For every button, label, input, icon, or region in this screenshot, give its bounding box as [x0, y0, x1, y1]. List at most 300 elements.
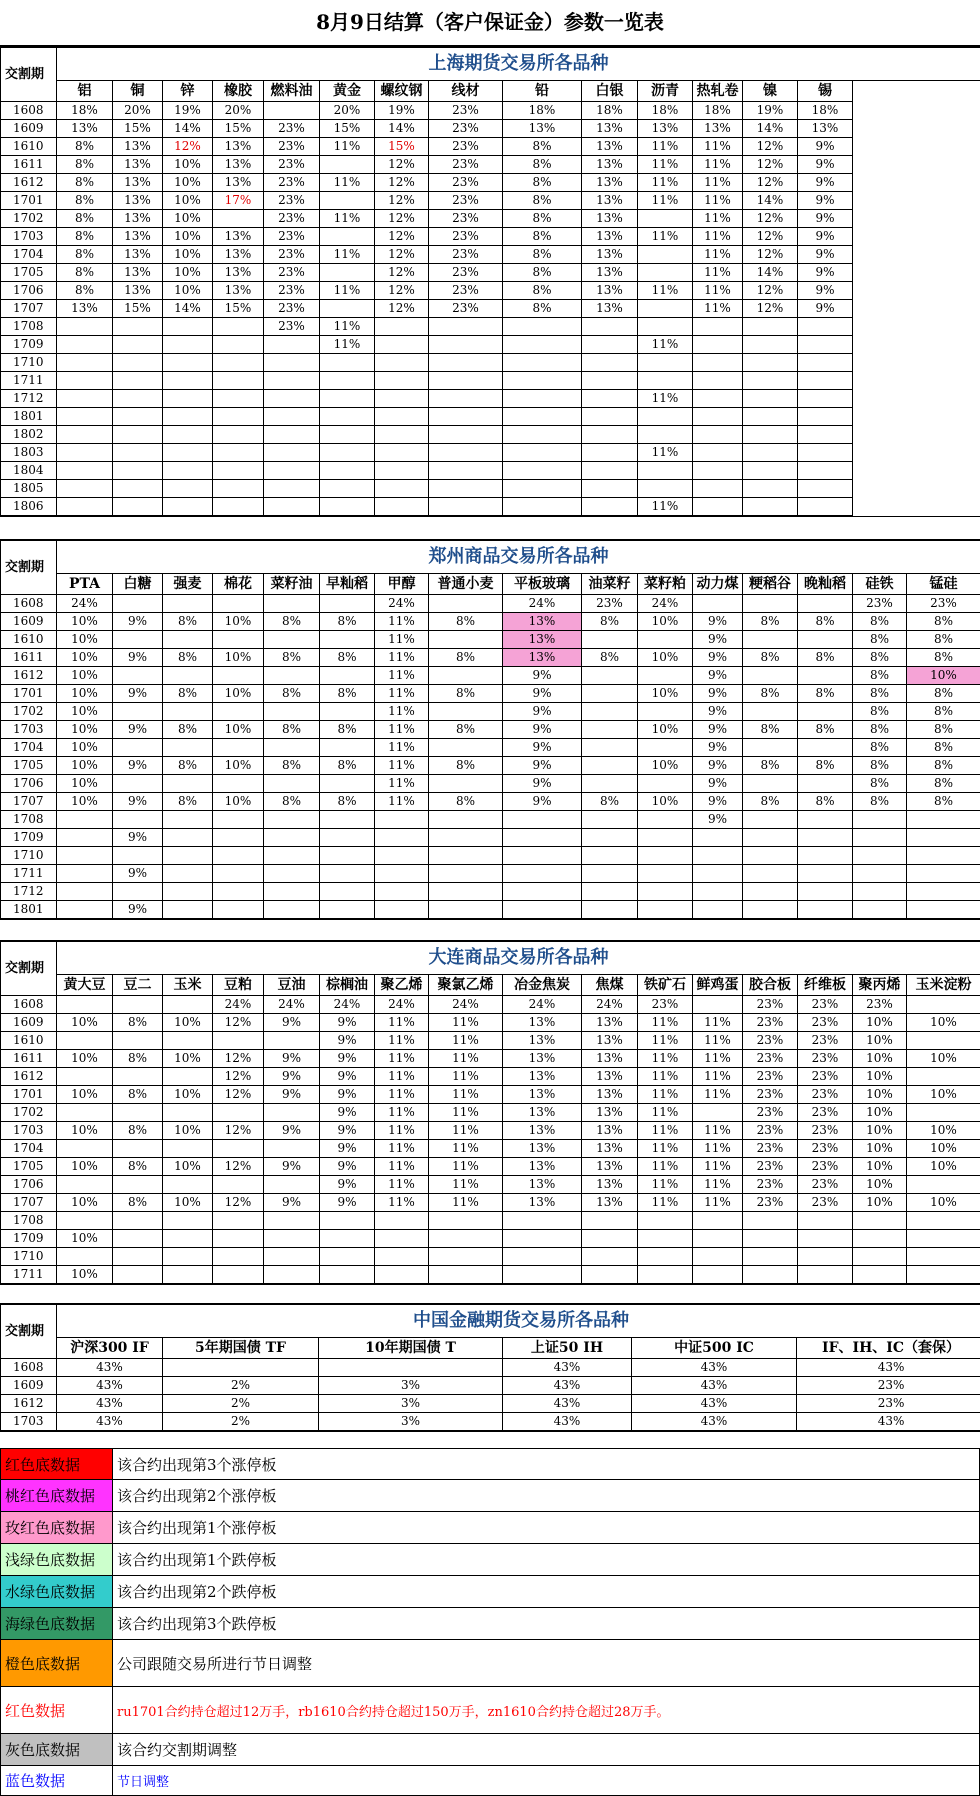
margin-cell: 20% [320, 102, 375, 120]
margin-cell [320, 1248, 375, 1266]
table-row [1, 847, 980, 865]
margin-cell: 10% [853, 1104, 907, 1122]
margin-cell: 14% [163, 300, 213, 318]
legend-row [1, 1544, 980, 1576]
table-row [1, 264, 980, 282]
margin-cell: 23% [582, 595, 638, 613]
margin-cell: 9% [264, 1068, 320, 1086]
margin-cell: 10% [163, 1014, 213, 1032]
legend-key: 红色数据 [1, 1687, 113, 1734]
margin-cell: 23% [798, 1086, 853, 1104]
margin-cell [320, 847, 375, 865]
margin-cell [582, 847, 638, 865]
margin-cell [429, 1230, 503, 1248]
margin-cell [798, 1212, 853, 1230]
legend-desc: 公司跟随交易所进行节日调整 [113, 1640, 980, 1687]
margin-cell: 13% [582, 1086, 638, 1104]
margin-cell [693, 372, 743, 390]
margin-cell: 9% [113, 865, 163, 883]
margin-cell [798, 901, 853, 919]
column-header: 鲜鸡蛋 [693, 975, 743, 996]
margin-cell [264, 354, 320, 372]
margin-cell: 11% [320, 282, 375, 300]
margin-cell [163, 1266, 213, 1284]
period-cell: 1710 [1, 1248, 57, 1266]
margin-cell: 23% [264, 300, 320, 318]
margin-cell: 8% [907, 631, 980, 649]
margin-cell: 11% [320, 318, 375, 336]
legend-key: 桃红色底数据 [1, 1480, 113, 1512]
margin-cell: 11% [638, 1122, 693, 1140]
margin-cell: 15% [375, 138, 429, 156]
margin-cell [907, 1230, 980, 1248]
margin-cell [429, 667, 503, 685]
margin-cell [163, 1212, 213, 1230]
margin-cell: 13% [503, 1194, 582, 1212]
period-cell: 1609 [1, 1377, 57, 1395]
column-header: 胶合板 [743, 975, 798, 996]
margin-cell: 13% [582, 1122, 638, 1140]
margin-cell: 11% [638, 1104, 693, 1122]
margin-cell [320, 1266, 375, 1284]
margin-cell [693, 1104, 743, 1122]
column-header: 纤维板 [798, 975, 853, 996]
margin-cell: 13% [113, 246, 163, 264]
margin-cell [375, 444, 429, 462]
margin-cell: 11% [375, 613, 429, 631]
margin-cell: 11% [693, 300, 743, 318]
margin-cell [743, 480, 798, 498]
margin-cell: 24% [213, 996, 264, 1014]
blank-cell [853, 318, 980, 336]
table-row [1, 228, 980, 246]
margin-cell [113, 426, 163, 444]
margin-cell [503, 498, 582, 516]
margin-cell: 11% [693, 1032, 743, 1050]
margin-cell: 43% [57, 1413, 163, 1431]
margin-cell [163, 739, 213, 757]
blank-cell [853, 174, 980, 192]
margin-cell [582, 703, 638, 721]
blank-cell [853, 102, 980, 120]
margin-cell: 11% [429, 1176, 503, 1194]
margin-cell: 13% [113, 210, 163, 228]
margin-cell [163, 1140, 213, 1158]
margin-cell: 23% [743, 1158, 798, 1176]
margin-cell [375, 811, 429, 829]
margin-cell: 11% [375, 1086, 429, 1104]
margin-cell: 9% [320, 1122, 375, 1140]
blank-cell [853, 498, 980, 516]
table-row [1, 1176, 980, 1194]
margin-cell [853, 883, 907, 901]
margin-cell: 11% [693, 138, 743, 156]
margin-cell [638, 480, 693, 498]
margin-cell: 23% [264, 210, 320, 228]
margin-cell: 9% [264, 1086, 320, 1104]
margin-cell: 12% [375, 246, 429, 264]
margin-cell: 24% [582, 996, 638, 1014]
column-header: 动力煤 [693, 574, 743, 595]
margin-cell [429, 498, 503, 516]
margin-cell: 43% [57, 1359, 163, 1377]
table-row [1, 1032, 980, 1050]
margin-cell [798, 498, 853, 516]
margin-cell: 11% [375, 1194, 429, 1212]
table-row [1, 811, 980, 829]
margin-cell [113, 354, 163, 372]
margin-cell: 8% [503, 282, 582, 300]
table-row [1, 685, 980, 703]
margin-cell: 12% [743, 300, 798, 318]
period-cell: 1701 [1, 192, 57, 210]
margin-cell: 23% [798, 996, 853, 1014]
legend-row [1, 1512, 980, 1544]
margin-cell [57, 829, 113, 847]
table-row [1, 282, 980, 300]
margin-cell [163, 1032, 213, 1050]
table-row [1, 703, 980, 721]
margin-cell [853, 811, 907, 829]
margin-cell: 8% [264, 793, 320, 811]
table-row [1, 480, 980, 498]
margin-cell: 8% [907, 739, 980, 757]
period-cell: 1612 [1, 174, 57, 192]
margin-cell [163, 390, 213, 408]
legend-key: 灰色底数据 [1, 1734, 113, 1766]
period-cell: 1704 [1, 1140, 57, 1158]
margin-cell: 11% [693, 282, 743, 300]
period-cell: 1708 [1, 1212, 57, 1230]
margin-cell: 9% [320, 1176, 375, 1194]
margin-cell: 8% [113, 1158, 163, 1176]
margin-cell: 13% [582, 246, 638, 264]
margin-cell [213, 631, 264, 649]
margin-cell [638, 901, 693, 919]
blank-cell [853, 282, 980, 300]
margin-cell: 8% [853, 613, 907, 631]
margin-cell: 12% [213, 1050, 264, 1068]
margin-cell [163, 372, 213, 390]
period-cell: 1703 [1, 228, 57, 246]
margin-cell: 12% [213, 1122, 264, 1140]
margin-cell: 23% [264, 282, 320, 300]
margin-cell [375, 829, 429, 847]
margin-cell: 9% [798, 264, 853, 282]
margin-cell [638, 372, 693, 390]
margin-cell: 10% [163, 192, 213, 210]
margin-cell: 10% [907, 1158, 980, 1176]
margin-cell: 11% [375, 739, 429, 757]
margin-cell: 8% [264, 685, 320, 703]
margin-cell: 8% [582, 613, 638, 631]
margin-cell: 10% [163, 1158, 213, 1176]
margin-cell [264, 1140, 320, 1158]
margin-cell: 11% [693, 192, 743, 210]
margin-cell: 24% [503, 595, 582, 613]
margin-cell: 10% [853, 1014, 907, 1032]
margin-cell [213, 739, 264, 757]
margin-cell: 10% [57, 1194, 113, 1212]
margin-cell [213, 1032, 264, 1050]
margin-cell: 13% [582, 264, 638, 282]
margin-cell: 8% [907, 775, 980, 793]
margin-cell: 8% [743, 685, 798, 703]
margin-cell: 10% [57, 1230, 113, 1248]
margin-cell: 11% [693, 1014, 743, 1032]
margin-cell: 23% [743, 1194, 798, 1212]
margin-cell: 8% [264, 649, 320, 667]
margin-cell [264, 1104, 320, 1122]
margin-cell [429, 372, 503, 390]
period-cell: 1801 [1, 901, 57, 919]
margin-cell [264, 775, 320, 793]
section-gap [0, 1285, 980, 1303]
margin-cell [57, 1068, 113, 1086]
margin-cell: 10% [57, 1122, 113, 1140]
margin-cell: 11% [638, 156, 693, 174]
margin-cell: 10% [57, 1050, 113, 1068]
column-header: 锌 [163, 81, 213, 102]
margin-cell [213, 498, 264, 516]
margin-cell [320, 498, 375, 516]
margin-cell: 13% [213, 174, 264, 192]
margin-cell: 11% [375, 685, 429, 703]
margin-cell [798, 1230, 853, 1248]
margin-cell [163, 498, 213, 516]
table-row [1, 498, 980, 516]
table-row [1, 102, 980, 120]
margin-cell: 9% [693, 631, 743, 649]
column-header: 油菜籽 [582, 574, 638, 595]
margin-cell: 9% [503, 793, 582, 811]
margin-cell: 23% [798, 1068, 853, 1086]
margin-cell: 10% [57, 649, 113, 667]
blank-cell [853, 480, 980, 498]
table-row [1, 829, 980, 847]
margin-cell [853, 1266, 907, 1284]
legend-key: 海绿色底数据 [1, 1608, 113, 1640]
margin-cell: 13% [503, 1158, 582, 1176]
margin-cell: 23% [798, 1122, 853, 1140]
legend-row [1, 1576, 980, 1608]
table-row [1, 1194, 980, 1212]
margin-cell [213, 865, 264, 883]
margin-cell [264, 1230, 320, 1248]
margin-cell: 2% [163, 1395, 319, 1413]
margin-cell: 18% [503, 102, 582, 120]
table-row [1, 1104, 980, 1122]
margin-cell: 9% [798, 156, 853, 174]
margin-cell: 23% [429, 246, 503, 264]
margin-cell: 24% [638, 595, 693, 613]
column-header-row [1, 574, 980, 595]
margin-cell: 23% [638, 996, 693, 1014]
margin-cell [429, 318, 503, 336]
column-header: 普通小麦 [429, 574, 503, 595]
margin-cell [429, 739, 503, 757]
margin-cell [320, 300, 375, 318]
margin-cell: 13% [582, 300, 638, 318]
margin-cell [743, 703, 798, 721]
margin-cell [57, 444, 113, 462]
table-row [1, 667, 980, 685]
margin-cell: 8% [429, 685, 503, 703]
margin-cell: 9% [113, 829, 163, 847]
margin-cell: 12% [375, 174, 429, 192]
margin-cell [907, 1032, 980, 1050]
margin-cell [743, 372, 798, 390]
margin-cell: 13% [503, 1104, 582, 1122]
margin-cell: 8% [907, 793, 980, 811]
margin-cell [264, 811, 320, 829]
margin-cell [429, 631, 503, 649]
margin-cell: 13% [582, 156, 638, 174]
margin-cell [693, 462, 743, 480]
margin-cell: 8% [503, 246, 582, 264]
margin-cell: 8% [503, 228, 582, 246]
margin-cell: 11% [638, 174, 693, 192]
margin-cell [113, 883, 163, 901]
period-cell: 1610 [1, 138, 57, 156]
margin-cell [264, 1248, 320, 1266]
margin-cell [582, 408, 638, 426]
margin-cell: 23% [743, 1014, 798, 1032]
margin-cell: 12% [375, 228, 429, 246]
margin-cell [429, 1266, 503, 1284]
margin-cell [57, 901, 113, 919]
period-cell: 1706 [1, 282, 57, 300]
margin-cell [213, 829, 264, 847]
margin-cell: 10% [57, 775, 113, 793]
margin-cell [503, 1248, 582, 1266]
margin-cell [503, 336, 582, 354]
table-row [1, 631, 980, 649]
margin-cell [264, 408, 320, 426]
margin-cell: 13% [582, 1140, 638, 1158]
margin-cell: 8% [429, 757, 503, 775]
margin-cell: 14% [743, 264, 798, 282]
margin-cell: 9% [693, 793, 743, 811]
margin-cell: 23% [853, 595, 907, 613]
margin-cell [57, 390, 113, 408]
margin-cell: 9% [320, 1158, 375, 1176]
margin-cell: 8% [264, 613, 320, 631]
margin-cell [429, 462, 503, 480]
margin-cell [429, 811, 503, 829]
margin-cell: 11% [638, 336, 693, 354]
margin-cell [375, 354, 429, 372]
margin-cell [582, 811, 638, 829]
margin-cell [743, 865, 798, 883]
margin-cell [113, 480, 163, 498]
margin-cell: 12% [213, 1068, 264, 1086]
margin-cell [638, 739, 693, 757]
margin-cell [503, 372, 582, 390]
margin-cell [57, 480, 113, 498]
margin-cell: 8% [57, 156, 113, 174]
margin-cell: 10% [57, 631, 113, 649]
period-cell: 1709 [1, 829, 57, 847]
margin-cell [375, 408, 429, 426]
margin-cell: 13% [503, 1050, 582, 1068]
margin-cell: 23% [429, 210, 503, 228]
margin-cell [264, 847, 320, 865]
margin-cell: 24% [57, 595, 113, 613]
margin-cell [743, 811, 798, 829]
period-cell: 1707 [1, 793, 57, 811]
margin-cell [213, 408, 264, 426]
margin-cell: 8% [743, 649, 798, 667]
margin-cell [375, 1266, 429, 1284]
margin-cell [163, 426, 213, 444]
margin-cell: 11% [638, 444, 693, 462]
margin-cell: 8% [582, 649, 638, 667]
margin-cell: 13% [503, 1014, 582, 1032]
margin-cell: 43% [797, 1413, 980, 1431]
margin-cell: 8% [57, 264, 113, 282]
margin-cell: 9% [264, 1194, 320, 1212]
period-cell: 1710 [1, 354, 57, 372]
margin-cell: 11% [375, 1122, 429, 1140]
margin-cell [375, 336, 429, 354]
table-row [1, 318, 980, 336]
margin-cell: 13% [798, 120, 853, 138]
margin-cell [375, 426, 429, 444]
margin-cell: 11% [375, 1104, 429, 1122]
margin-cell: 13% [113, 282, 163, 300]
table-row [1, 1122, 980, 1140]
margin-cell: 10% [638, 757, 693, 775]
period-cell: 1703 [1, 1413, 57, 1431]
margin-cell: 11% [638, 390, 693, 408]
margin-cell: 8% [113, 1086, 163, 1104]
margin-cell [693, 829, 743, 847]
margin-cell: 23% [743, 1032, 798, 1050]
margin-cell: 13% [582, 1104, 638, 1122]
blank-cell [853, 426, 980, 444]
margin-cell [582, 901, 638, 919]
period-header: 交割期 [1, 1305, 57, 1359]
margin-cell: 18% [57, 102, 113, 120]
margin-cell [693, 1230, 743, 1248]
exchange-name: 上海期货交易所各品种 [57, 48, 980, 81]
margin-cell [113, 703, 163, 721]
margin-cell [743, 901, 798, 919]
exchange-table [0, 47, 980, 516]
margin-cell: 10% [163, 174, 213, 192]
margin-cell [57, 1212, 113, 1230]
margin-cell [638, 631, 693, 649]
margin-cell: 19% [743, 102, 798, 120]
margin-cell: 10% [57, 1158, 113, 1176]
margin-cell [264, 102, 320, 120]
margin-cell: 10% [907, 667, 980, 685]
margin-cell [213, 883, 264, 901]
column-header: 黄金 [320, 81, 375, 102]
margin-cell [163, 996, 213, 1014]
margin-cell: 8% [113, 1122, 163, 1140]
margin-cell [320, 829, 375, 847]
margin-cell [213, 1176, 264, 1194]
legend-desc: 该合约出现第2个涨停板 [113, 1480, 980, 1512]
margin-cell: 23% [798, 1158, 853, 1176]
margin-cell: 8% [264, 721, 320, 739]
margin-cell: 43% [57, 1377, 163, 1395]
margin-cell: 8% [743, 793, 798, 811]
margin-cell: 8% [113, 1014, 163, 1032]
margin-cell: 23% [429, 120, 503, 138]
